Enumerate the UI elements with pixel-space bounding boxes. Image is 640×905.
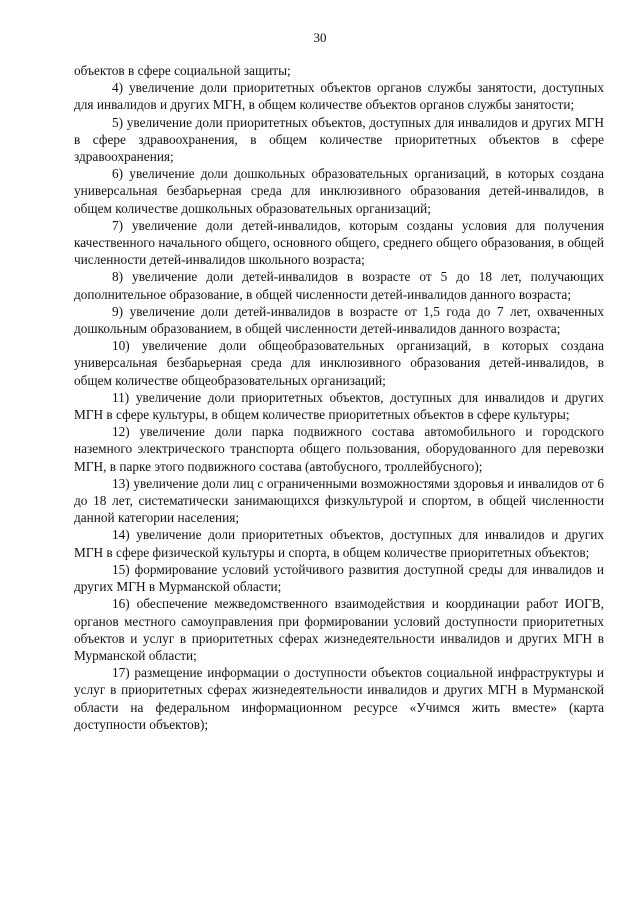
paragraph-item-15: 15) формирование условий устойчивого развития доступной среды для инвалидов и других МГН в Мурманской области; xyxy=(74,561,604,595)
paragraph-item-16: 16) обеспечение межведомственного взаимодействия и координации работ ИОГВ, органов местного самоуправления при формировании условий доступности приоритетных объектов и услуг в приоритетных сферах жизнедеятельности инвалидов и других МГН в Мурманской области; xyxy=(74,596,604,663)
paragraph-item-12: 12) увеличение доли парка подвижного состава автомобильного и городского наземного электрического транспорта общего пользования, оборудованного для перевозки МГН, в парке этого подвижного состава (автобусного, троллейбусного); xyxy=(74,424,604,474)
paragraph-item-7: 7) увеличение доли детей-инвалидов, которым созданы условия для получения качественного начального общего, основного общего, среднего общего образования, в общей численности детей-инвалидов школьного возраста; xyxy=(74,217,604,268)
paragraph-item-14: 14) увеличение доли приоритетных объектов, доступных для инвалидов и других МГН в сфере физической культуры и спорта, в общем количестве приоритетных объектов; xyxy=(74,527,604,560)
paragraph-item-17: 17) размещение информации о доступности объектов социальной инфраструктуры и услуг в приоритетных сферах жизнедеятельности инвалидов и других МГН в Мурманской области на федеральном информационном ресурсе «Учимся жить вместе» (карта доступности объектов); xyxy=(74,665,604,732)
paragraph-item-6: 6) увеличение доли дошкольных образовательных организаций, в которых создана универсальная безбарьерная среда для инклюзивного образования детей-инвалидов, в общем количестве дошкольных образовательных организаций; xyxy=(74,166,604,216)
paragraph-item-8: 8) увеличение доли детей-инвалидов в возрасте от 5 до 18 лет, получающих дополнительное образование, в общей численности детей-инвалидов данного возраста; xyxy=(74,269,604,302)
paragraph-continuation: объектов в сфере социальной защиты; xyxy=(74,63,291,78)
body-text xyxy=(74,62,604,733)
page-number: 30 xyxy=(313,30,327,45)
paragraph-item-10: 10) увеличение доли общеобразовательных организаций, в которых создана универсальная безбарьерная среда для инклюзивного образования детей-инвалидов, в общем количестве общеобразовательных организаций; xyxy=(74,338,604,388)
paragraph-item-4: 4) увеличение доли приоритетных объектов органов службы занятости, доступных для инвалидов и других МГН, в общем количестве объектов органов службы занятости; xyxy=(74,80,604,113)
paragraph-item-11: 11) увеличение доли приоритетных объектов, доступных для инвалидов и других МГН в сфере культуры, в общем количестве приоритетных объектов в сфере культуры; xyxy=(74,389,604,423)
paragraph-item-5: 5) увеличение доли приоритетных объектов, доступных для инвалидов и других МГН в сфере здравоохранения, в общем количестве приоритетных объектов в сфере здравоохранения; xyxy=(74,114,604,165)
paragraph-item-13: 13) увеличение доли лиц с ограниченными возможностями здоровья и инвалидов от 6 до 18 лет, систематически занимающихся физкультурой и спортом, в общей численности данной категории населения; xyxy=(74,475,604,526)
paragraph-item-9: 9) увеличение доли детей-инвалидов в возрасте от 1,5 года до 7 лет, охваченных дошкольным образованием, в общей численности детей-инвалидов данного возраста; xyxy=(74,303,604,337)
